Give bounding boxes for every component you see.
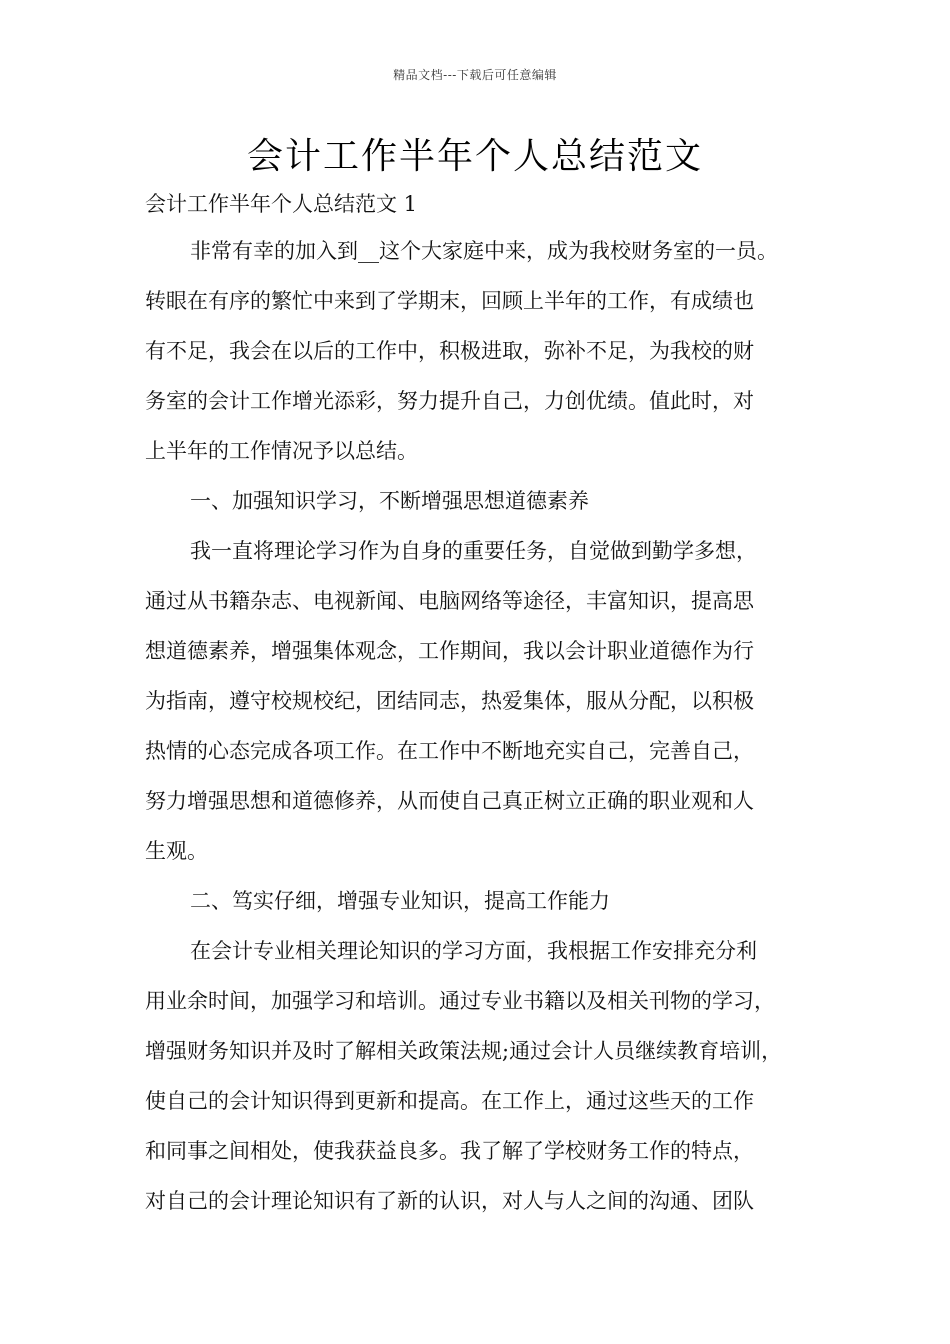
body-line: 转眼在有序的繁忙中来到了学期末，回顾上半年的工作，有成绩也	[145, 289, 754, 313]
body-line: 努力增强思想和道德修养，从而使自己真正树立正确的职业观和人	[145, 789, 754, 813]
body-line: 想道德素养，增强集体观念，工作期间，我以会计职业道德作为行	[145, 639, 754, 663]
body-line: 上半年的工作情况予以总结。	[145, 439, 418, 463]
body-line: 为指南，遵守校规校纪，团结同志，热爱集体，服从分配，以积极	[145, 689, 754, 713]
body-line: 在会计专业相关理论知识的学习方面，我根据工作安排充分利	[190, 939, 757, 963]
body-line: 对自己的会计理论知识有了新的认识，对人与人之间的沟通、团队	[145, 1189, 754, 1213]
document-title: 会计工作半年个人总结范文	[246, 136, 703, 177]
body-line: 和同事之间相处，使我获益良多。我了解了学校财务工作的特点，	[145, 1139, 754, 1163]
body-line: 二、笃实仔细，增强专业知识，提高工作能力	[190, 889, 610, 913]
body-line: 有不足，我会在以后的工作中，积极进取，弥补不足，为我校的财	[145, 339, 754, 363]
header-note: 精品文档---下载后可任意编辑	[393, 68, 557, 82]
body-line: 务室的会计工作增光添彩，努力提升自己，力创优绩。值此时，对	[145, 389, 754, 413]
body-line: 我一直将理论学习作为自身的重要任务，自觉做到勤学多想，	[190, 539, 757, 563]
document-subtitle: 会计工作半年个人总结范文 1	[145, 192, 418, 216]
body-line: 通过从书籍杂志、电视新闻、电脑网络等途径，丰富知识，提高思	[145, 589, 754, 613]
body-line: 生观。	[145, 839, 208, 863]
body-line: 增强财务知识并及时了解相关政策法规;通过会计人员继续教育培训，	[145, 1039, 783, 1063]
body-line: 用业余时间，加强学习和培训。通过专业书籍以及相关刊物的学习，	[145, 989, 775, 1013]
body-line: 使自己的会计知识得到更新和提高。在工作上，通过这些天的工作	[145, 1089, 754, 1113]
body-line: 一、加强知识学习，不断增强思想道德素养	[190, 489, 589, 513]
document-body	[145, 226, 810, 1226]
body-line: 热情的心态完成各项工作。在工作中不断地充实自己，完善自己，	[145, 739, 754, 763]
body-line: 非常有幸的加入到__这个大家庭中来，成为我校财务室的一员。	[190, 239, 778, 263]
